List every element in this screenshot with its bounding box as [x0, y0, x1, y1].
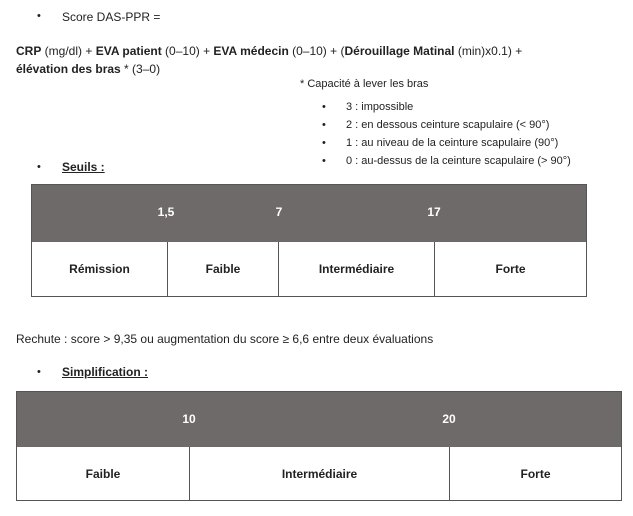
- simplification-threshold-row: [17, 392, 621, 447]
- capacity-item-text: 0 : au-dessus de la ceinture scapulaire (> 90°): [346, 155, 571, 167]
- seuils-table: [31, 184, 587, 297]
- seuils-category-row: [32, 242, 586, 296]
- simplification-category-row: [17, 447, 621, 500]
- relapse-text: Rechute : score > 9,35 ou augmentation du score ≥ 6,6 entre deux évaluations: [16, 332, 434, 346]
- simplification-category-cell: Intermédiaire: [189, 447, 449, 500]
- bullet-score: •: [37, 10, 41, 22]
- formula-part-derouillage: Dérouillage Matinal: [344, 44, 455, 58]
- simplification-category-cell: Faible: [85, 466, 121, 481]
- seuils-threshold: 17: [427, 205, 441, 219]
- simplification-category-cell: Forte: [449, 447, 621, 500]
- bullet-seuils: •: [37, 161, 41, 173]
- seuils-title: Seuils :: [62, 160, 105, 174]
- seuils-category-cell: Forte: [434, 242, 586, 296]
- bullet-simplification: •: [37, 366, 41, 378]
- simplification-threshold: 10: [182, 412, 196, 426]
- capacity-item-text: 1 : au niveau de la ceinture scapulaire (90°): [346, 137, 559, 149]
- seuils-category-cell: Rémission: [69, 262, 130, 276]
- seuils-threshold: 1,5: [157, 205, 175, 219]
- seuils-category-cell: Intermédiaire: [278, 242, 434, 296]
- formula-part-eva-medecin: EVA médecin: [213, 44, 289, 58]
- formula-part-eva-patient-range: (0–10) +: [161, 44, 214, 58]
- formula-part-crp-unit: (mg/dl) +: [41, 44, 96, 58]
- formula-part-elevation: élévation des bras: [16, 62, 121, 76]
- capacity-item-text: 2 : en dessous ceinture scapulaire (< 90°): [346, 119, 550, 131]
- score-formula-line2: [16, 62, 160, 76]
- seuils-threshold-row: [32, 185, 586, 242]
- formula-part-elevation-range: * (3–0): [120, 62, 161, 76]
- capacity-title: * Capacité à lever les bras: [300, 78, 429, 90]
- seuils-category-cell: Faible: [167, 242, 278, 296]
- formula-part-eva-medecin-range: (0–10) + (: [288, 44, 345, 58]
- seuils-threshold: 7: [275, 205, 283, 219]
- score-formula-line1: [16, 44, 522, 58]
- simplification-table: [16, 391, 622, 501]
- formula-part-derouillage-unit: (min)x0.1) +: [454, 44, 523, 58]
- formula-part-eva-patient: EVA patient: [95, 44, 162, 58]
- simplification-title: Simplification :: [62, 365, 149, 379]
- capacity-item-text: 3 : impossible: [346, 101, 414, 113]
- score-title: Score DAS-PPR =: [62, 10, 161, 24]
- simplification-threshold: 20: [442, 412, 456, 426]
- formula-part-crp: CRP: [16, 44, 42, 58]
